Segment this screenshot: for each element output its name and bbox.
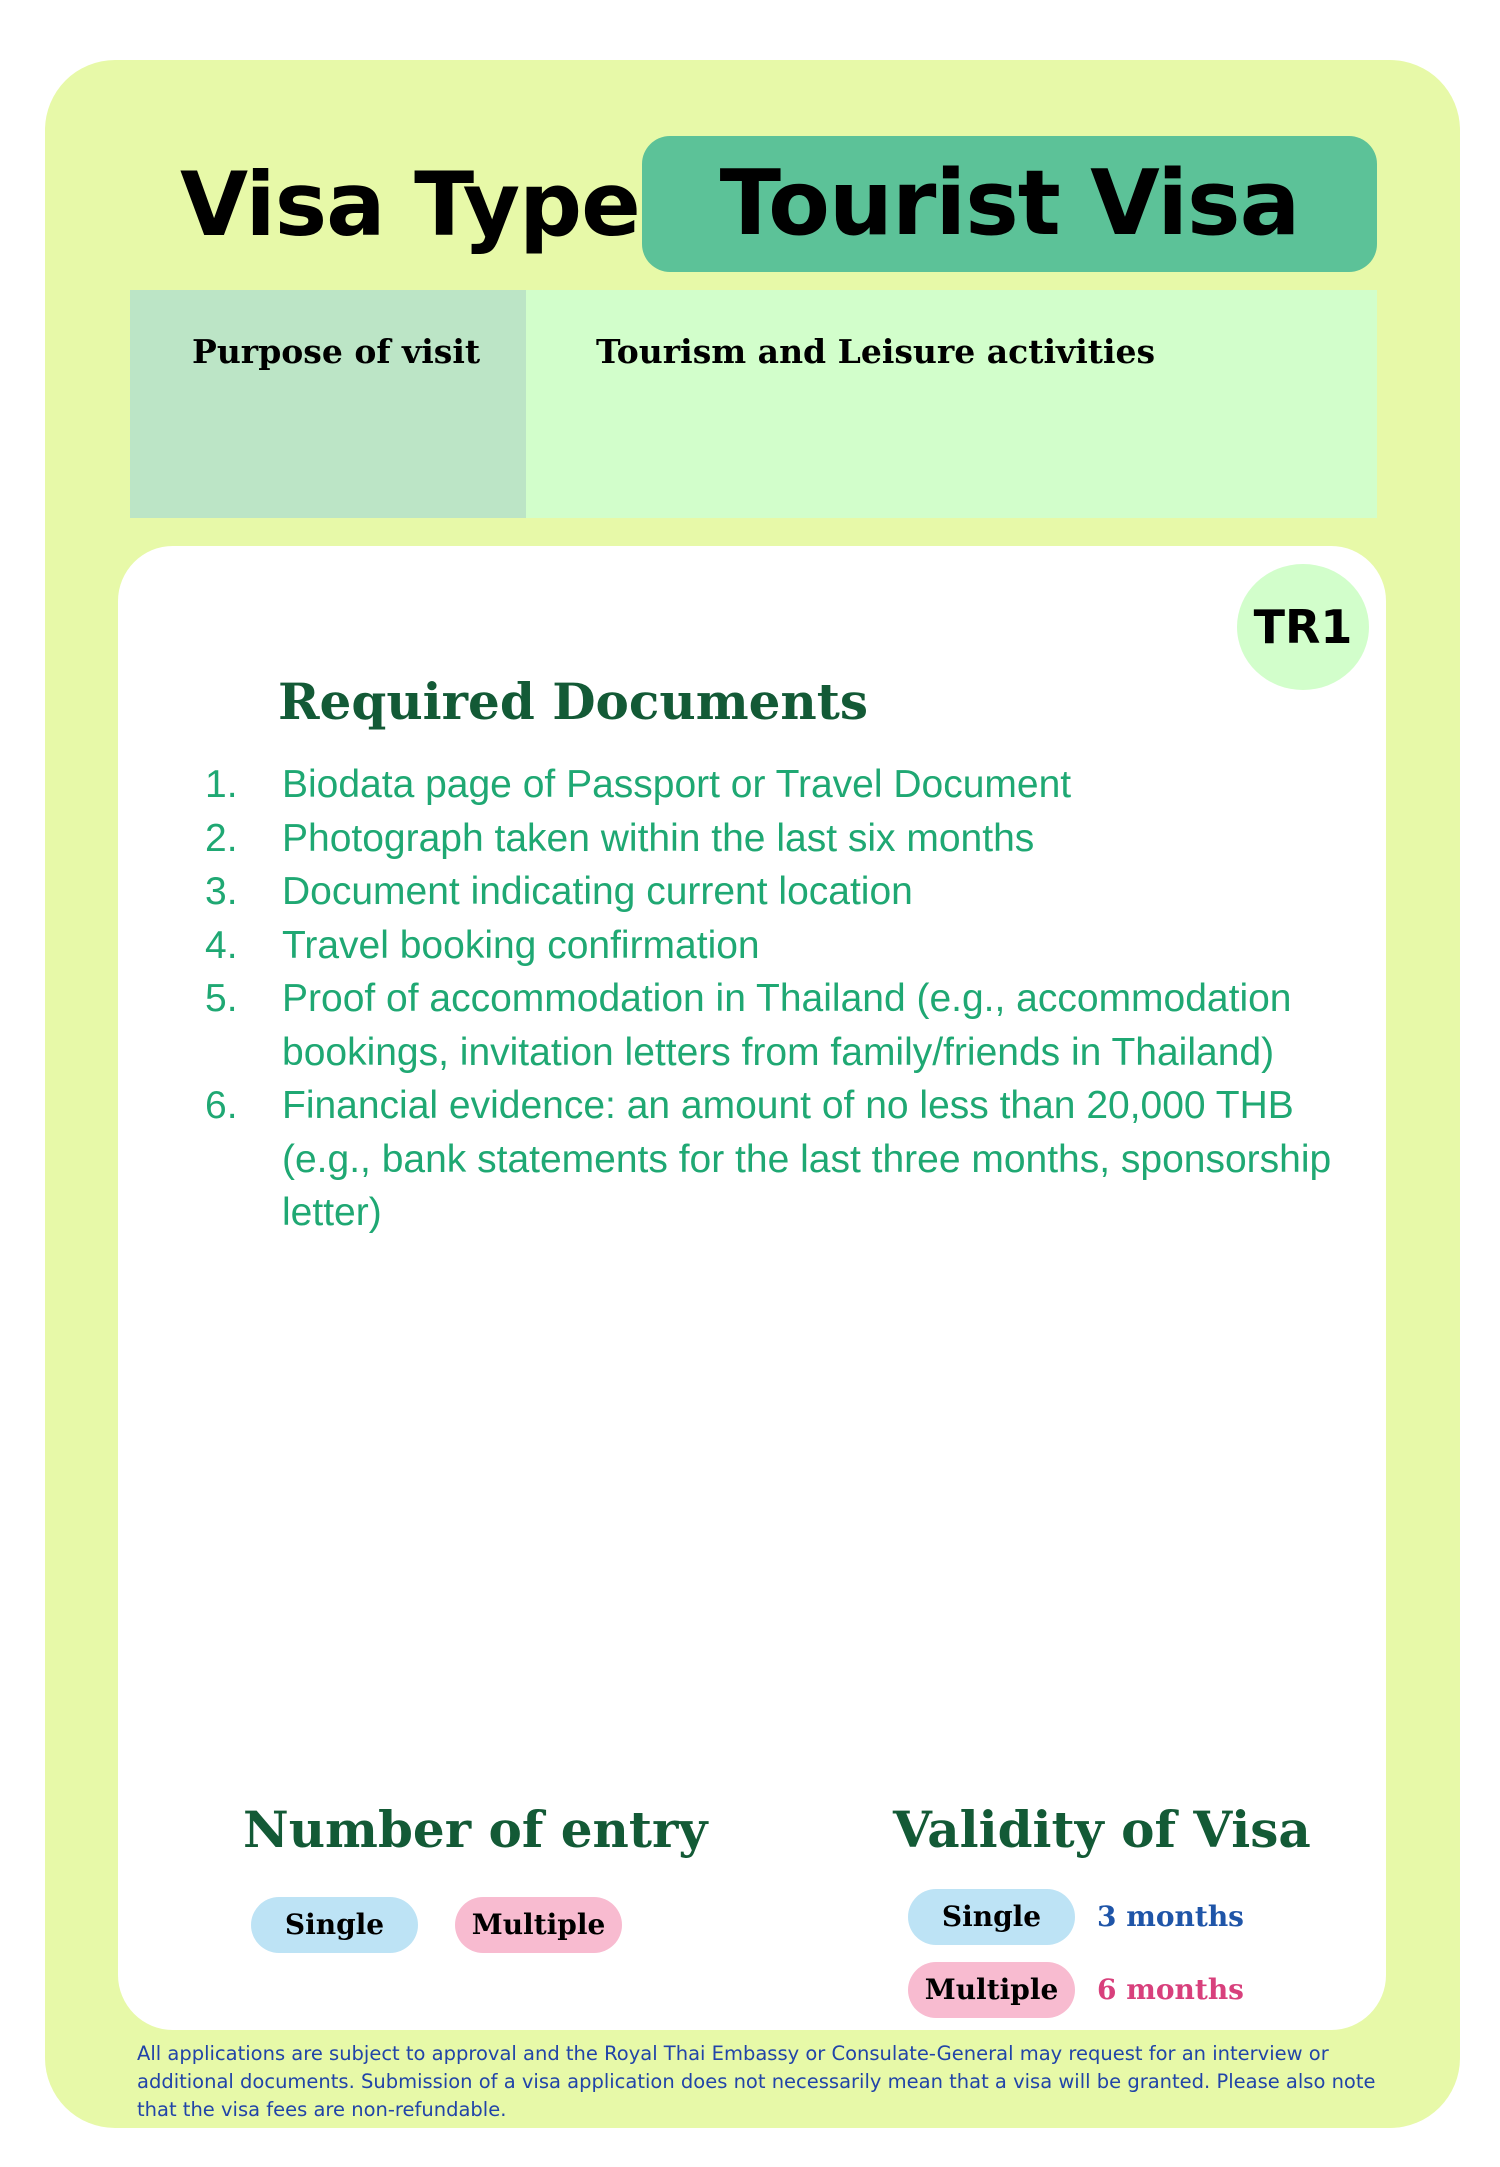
document-number: 4.	[205, 923, 238, 967]
validity-multiple-value: 6 months	[1097, 1973, 1244, 2006]
document-text: Financial evidence: an amount of no less than 20,000 THB (e.g., bank statements for the last three months, sponsorship letter)	[282, 1084, 1332, 1234]
document-number: 1.	[205, 763, 238, 806]
document-number: 6.	[205, 1084, 238, 1127]
document-text: Photograph taken within the last six months	[282, 816, 1035, 860]
validity-multiple-pill: Multiple	[908, 1962, 1075, 2018]
document-number: 2.	[205, 816, 238, 860]
disclaimer-text: All applications are subject to approval and the Royal Thai Embassy or Consulate-General may request for an interview or additional documents. Submission of a visa application does not necessarily mean that a visa will be granted. Please also note that the visa fees are non-refundable.	[137, 2042, 1376, 2121]
document-number: 5.	[205, 977, 238, 1020]
visa-type-value: Tourist Visa	[642, 136, 1377, 272]
required-documents-list	[205, 758, 1355, 1240]
document-text: Document indicating current location	[282, 870, 913, 913]
validity-single-pill: Single	[908, 1889, 1075, 1945]
number-of-entry-title: Number of entry	[243, 1800, 708, 1859]
document-item	[205, 812, 1355, 866]
purpose-value: Tourism and Leisure activities	[526, 290, 1377, 518]
visa-type-label: Visa Type	[180, 153, 640, 256]
document-item	[205, 919, 1355, 973]
entry-single-pill: Single	[251, 1897, 418, 1953]
validity-single-value: 3 months	[1097, 1900, 1244, 1933]
purpose-label: Purpose of visit	[130, 290, 526, 518]
document-item	[205, 972, 1355, 1079]
document-text: Travel booking confirmation	[282, 923, 760, 967]
document-item	[205, 1079, 1355, 1240]
document-text: Biodata page of Passport or Travel Document	[282, 763, 1072, 806]
document-number: 3.	[205, 870, 238, 913]
document-item	[205, 758, 1355, 812]
validity-of-visa-title: Validity of Visa	[893, 1800, 1311, 1859]
required-documents-title: Required Documents	[278, 672, 869, 731]
document-text: Proof of accommodation in Thailand (e.g., accommodation bookings, invitation letters from family/friends in Thailand)	[282, 977, 1292, 1074]
visa-code-badge: TR1	[1237, 564, 1369, 690]
entry-multiple-pill: Multiple	[455, 1897, 622, 1953]
document-item	[205, 865, 1355, 919]
purpose-row	[130, 290, 1377, 518]
